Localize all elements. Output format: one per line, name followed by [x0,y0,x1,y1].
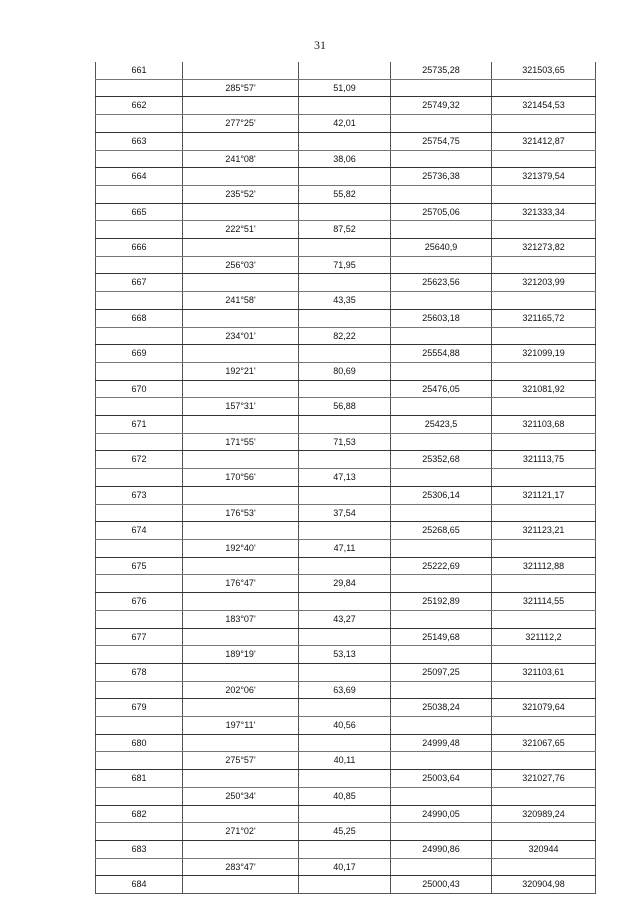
segment-row [96,575,596,593]
point-number: 677 [96,628,183,646]
empty-cell [492,752,596,770]
x-coordinate: 25603,18 [391,309,492,327]
empty-cell [96,79,183,97]
page-number: 31 [314,38,326,52]
segment-length: 51,09 [299,79,391,97]
segment-length: 71,53 [299,433,391,451]
direction-angle: 197°11' [183,717,299,735]
empty-cell [183,132,299,150]
empty-cell [391,362,492,380]
empty-cell [391,787,492,805]
empty-cell [183,168,299,186]
point-row [96,805,596,823]
segment-row [96,185,596,203]
segment-row [96,292,596,310]
coordinates-table [95,62,596,894]
x-coordinate: 25735,28 [391,62,492,79]
point-number: 683 [96,840,183,858]
point-number: 665 [96,203,183,221]
segment-row [96,221,596,239]
segment-row [96,610,596,628]
y-coordinate: 321503,65 [492,62,596,79]
point-number: 673 [96,486,183,504]
empty-cell [96,752,183,770]
empty-cell [96,221,183,239]
segment-length: 40,17 [299,858,391,876]
empty-cell [299,557,391,575]
empty-cell [391,256,492,274]
empty-cell [492,717,596,735]
empty-cell [391,292,492,310]
empty-cell [299,203,391,221]
empty-cell [96,115,183,133]
empty-cell [492,646,596,664]
x-coordinate: 25000,43 [391,876,492,894]
segment-length: 42,01 [299,115,391,133]
point-number: 670 [96,380,183,398]
point-row [96,451,596,469]
empty-cell [299,380,391,398]
segment-length: 80,69 [299,362,391,380]
empty-cell [183,203,299,221]
empty-cell [391,115,492,133]
empty-cell [96,504,183,522]
empty-cell [96,185,183,203]
direction-angle: 271°02' [183,823,299,841]
empty-cell [299,734,391,752]
empty-cell [96,362,183,380]
y-coordinate: 321027,76 [492,770,596,788]
point-row [96,380,596,398]
point-number: 664 [96,168,183,186]
point-number: 662 [96,97,183,115]
point-row [96,876,596,894]
y-coordinate: 321412,87 [492,132,596,150]
segment-row [96,717,596,735]
direction-angle: 285°57' [183,79,299,97]
empty-cell [391,221,492,239]
segment-row [96,79,596,97]
segment-row [96,823,596,841]
empty-cell [183,309,299,327]
segment-row [96,327,596,345]
segment-row [96,539,596,557]
empty-cell [299,239,391,257]
point-row [96,168,596,186]
y-coordinate: 321112,88 [492,557,596,575]
y-coordinate: 321273,82 [492,239,596,257]
empty-cell [492,787,596,805]
x-coordinate: 25149,68 [391,628,492,646]
empty-cell [299,309,391,327]
direction-angle: 192°21' [183,362,299,380]
direction-angle: 202°06' [183,681,299,699]
empty-cell [183,345,299,363]
empty-cell [183,62,299,79]
empty-cell [299,805,391,823]
empty-cell [492,185,596,203]
empty-cell [391,610,492,628]
point-row [96,734,596,752]
segment-length: 40,56 [299,717,391,735]
point-row [96,522,596,540]
segment-length: 56,88 [299,398,391,416]
empty-cell [299,62,391,79]
point-number: 668 [96,309,183,327]
empty-cell [299,593,391,611]
point-number: 675 [96,557,183,575]
empty-cell [183,274,299,292]
x-coordinate: 25623,56 [391,274,492,292]
empty-cell [96,858,183,876]
point-number: 661 [96,62,183,79]
point-row [96,309,596,327]
x-coordinate: 25554,88 [391,345,492,363]
empty-cell [183,522,299,540]
segment-row [96,115,596,133]
empty-cell [183,593,299,611]
segment-length: 40,85 [299,787,391,805]
empty-cell [492,292,596,310]
segment-length: 43,35 [299,292,391,310]
empty-cell [183,557,299,575]
empty-cell [183,239,299,257]
segment-row [96,504,596,522]
point-number: 676 [96,593,183,611]
empty-cell [299,451,391,469]
segment-length: 29,84 [299,575,391,593]
segment-row [96,858,596,876]
empty-cell [391,150,492,168]
segment-row [96,433,596,451]
empty-cell [299,97,391,115]
empty-cell [492,575,596,593]
empty-cell [183,451,299,469]
segment-length: 55,82 [299,185,391,203]
empty-cell [492,398,596,416]
empty-cell [299,699,391,717]
empty-cell [96,575,183,593]
y-coordinate: 321333,34 [492,203,596,221]
empty-cell [96,327,183,345]
x-coordinate: 25749,32 [391,97,492,115]
y-coordinate: 320944 [492,840,596,858]
empty-cell [492,362,596,380]
point-number: 671 [96,416,183,434]
point-number: 672 [96,451,183,469]
x-coordinate: 25306,14 [391,486,492,504]
empty-cell [492,221,596,239]
direction-angle: 277°25' [183,115,299,133]
segment-length: 87,52 [299,221,391,239]
empty-cell [183,380,299,398]
empty-cell [96,823,183,841]
empty-cell [96,681,183,699]
segment-row [96,787,596,805]
empty-cell [299,628,391,646]
direction-angle: 235°52' [183,185,299,203]
direction-angle: 256°03' [183,256,299,274]
segment-length: 82,22 [299,327,391,345]
empty-cell [299,840,391,858]
empty-cell [96,292,183,310]
empty-cell [492,79,596,97]
empty-cell [391,398,492,416]
y-coordinate: 321099,19 [492,345,596,363]
x-coordinate: 25476,05 [391,380,492,398]
segment-length: 38,06 [299,150,391,168]
empty-cell [96,717,183,735]
y-coordinate: 321165,72 [492,309,596,327]
empty-cell [183,805,299,823]
y-coordinate: 321123,21 [492,522,596,540]
x-coordinate: 25003,64 [391,770,492,788]
empty-cell [96,150,183,168]
x-coordinate: 24999,48 [391,734,492,752]
empty-cell [391,752,492,770]
empty-cell [183,97,299,115]
y-coordinate: 320989,24 [492,805,596,823]
empty-cell [96,610,183,628]
empty-cell [96,787,183,805]
direction-angle: 183°07' [183,610,299,628]
segment-row [96,362,596,380]
empty-cell [492,858,596,876]
direction-angle: 189°19' [183,646,299,664]
segment-row [96,150,596,168]
empty-cell [492,823,596,841]
point-number: 663 [96,132,183,150]
point-row [96,274,596,292]
empty-cell [299,168,391,186]
segment-length: 47,13 [299,469,391,487]
x-coordinate: 25754,75 [391,132,492,150]
x-coordinate: 25423,5 [391,416,492,434]
direction-angle: 192°40' [183,539,299,557]
point-number: 680 [96,734,183,752]
point-row [96,663,596,681]
empty-cell [96,256,183,274]
empty-cell [492,433,596,451]
y-coordinate: 321081,92 [492,380,596,398]
segment-length: 63,69 [299,681,391,699]
segment-length: 37,54 [299,504,391,522]
point-row [96,699,596,717]
empty-cell [299,770,391,788]
y-coordinate: 321114,55 [492,593,596,611]
segment-row [96,256,596,274]
x-coordinate: 25192,89 [391,593,492,611]
empty-cell [183,770,299,788]
point-number: 666 [96,239,183,257]
segment-row [96,681,596,699]
direction-angle: 250°34' [183,787,299,805]
empty-cell [183,876,299,894]
empty-cell [391,823,492,841]
empty-cell [391,717,492,735]
empty-cell [492,115,596,133]
empty-cell [183,840,299,858]
empty-cell [183,699,299,717]
empty-cell [391,646,492,664]
empty-cell [183,486,299,504]
direction-angle: 176°47' [183,575,299,593]
empty-cell [299,486,391,504]
x-coordinate: 25222,69 [391,557,492,575]
empty-cell [492,504,596,522]
point-number: 684 [96,876,183,894]
point-number: 669 [96,345,183,363]
empty-cell [299,876,391,894]
empty-cell [391,575,492,593]
empty-cell [183,628,299,646]
point-row [96,770,596,788]
empty-cell [391,504,492,522]
empty-cell [492,681,596,699]
point-number: 674 [96,522,183,540]
point-number: 682 [96,805,183,823]
x-coordinate: 24990,86 [391,840,492,858]
empty-cell [299,522,391,540]
empty-cell [96,433,183,451]
point-row [96,593,596,611]
empty-cell [96,539,183,557]
point-row [96,97,596,115]
empty-cell [183,663,299,681]
point-number: 667 [96,274,183,292]
empty-cell [183,416,299,434]
y-coordinate: 321079,64 [492,699,596,717]
empty-cell [492,327,596,345]
empty-cell [391,433,492,451]
y-coordinate: 321379,54 [492,168,596,186]
point-number: 681 [96,770,183,788]
segment-length: 47,11 [299,539,391,557]
y-coordinate: 320904,98 [492,876,596,894]
direction-angle: 170°56' [183,469,299,487]
segment-row [96,752,596,770]
point-row [96,132,596,150]
direction-angle: 222°51' [183,221,299,239]
segment-length: 53,13 [299,646,391,664]
empty-cell [492,256,596,274]
empty-cell [391,539,492,557]
x-coordinate: 25352,68 [391,451,492,469]
x-coordinate: 25097,25 [391,663,492,681]
x-coordinate: 25640,9 [391,239,492,257]
empty-cell [299,416,391,434]
empty-cell [299,274,391,292]
coordinates-table-body [96,62,596,894]
empty-cell [391,681,492,699]
direction-angle: 234°01' [183,327,299,345]
point-row [96,840,596,858]
direction-angle: 241°08' [183,150,299,168]
point-row [96,62,596,79]
point-row [96,345,596,363]
empty-cell [299,345,391,363]
point-row [96,203,596,221]
empty-cell [391,858,492,876]
empty-cell [183,734,299,752]
y-coordinate: 321454,53 [492,97,596,115]
segment-length: 71,95 [299,256,391,274]
empty-cell [391,469,492,487]
point-number: 679 [96,699,183,717]
empty-cell [391,79,492,97]
point-row [96,628,596,646]
direction-angle: 171°55' [183,433,299,451]
empty-cell [492,539,596,557]
empty-cell [299,132,391,150]
point-row [96,486,596,504]
y-coordinate: 321103,61 [492,663,596,681]
segment-row [96,469,596,487]
direction-angle: 176°53' [183,504,299,522]
empty-cell [96,398,183,416]
y-coordinate: 321103,68 [492,416,596,434]
direction-angle: 157°31' [183,398,299,416]
empty-cell [492,610,596,628]
segment-length: 40,11 [299,752,391,770]
y-coordinate: 321113,75 [492,451,596,469]
empty-cell [391,185,492,203]
segment-length: 45,25 [299,823,391,841]
x-coordinate: 25705,06 [391,203,492,221]
empty-cell [299,663,391,681]
x-coordinate: 24990,05 [391,805,492,823]
point-number: 678 [96,663,183,681]
point-row [96,416,596,434]
empty-cell [492,150,596,168]
y-coordinate: 321203,99 [492,274,596,292]
empty-cell [96,646,183,664]
y-coordinate: 321112,2 [492,628,596,646]
direction-angle: 275°57' [183,752,299,770]
y-coordinate: 321067,65 [492,734,596,752]
y-coordinate: 321121,17 [492,486,596,504]
x-coordinate: 25736,38 [391,168,492,186]
segment-row [96,646,596,664]
empty-cell [391,327,492,345]
x-coordinate: 25038,24 [391,699,492,717]
point-row [96,239,596,257]
direction-angle: 241°58' [183,292,299,310]
direction-angle: 283°47' [183,858,299,876]
segment-row [96,398,596,416]
empty-cell [492,469,596,487]
point-row [96,557,596,575]
segment-length: 43,27 [299,610,391,628]
x-coordinate: 25268,65 [391,522,492,540]
empty-cell [96,469,183,487]
